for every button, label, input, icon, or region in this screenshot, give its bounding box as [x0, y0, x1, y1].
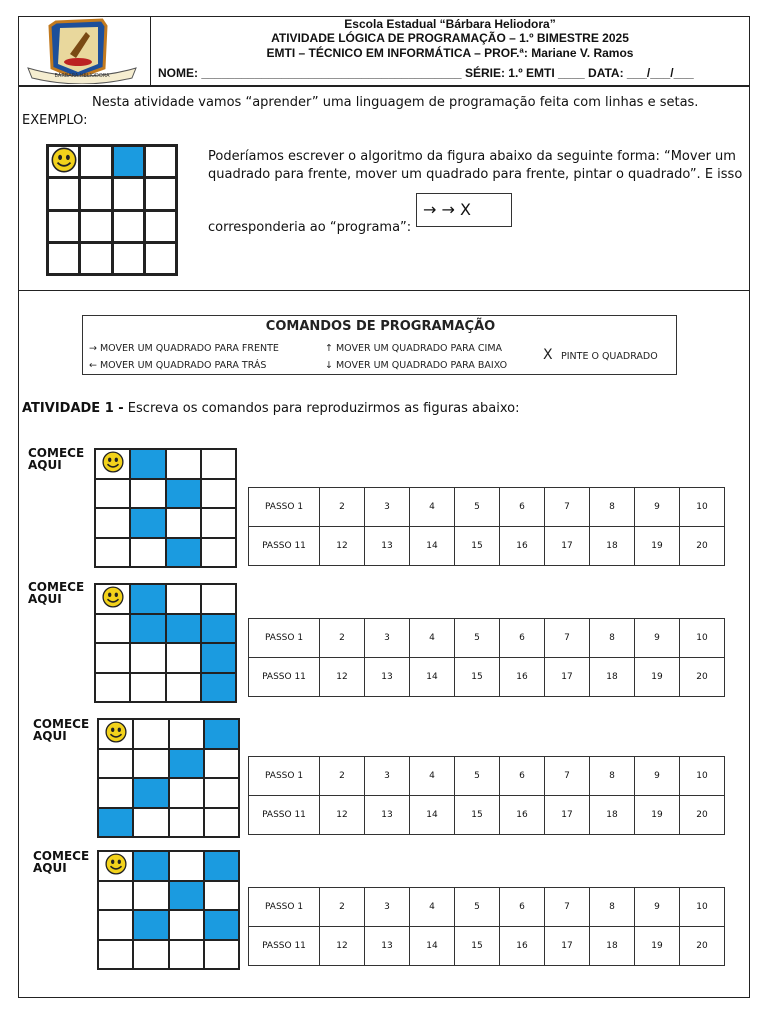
- grid-cell: [205, 779, 238, 807]
- grid-cell: [131, 480, 164, 508]
- grid-cell: [131, 539, 164, 567]
- grid-cell: [114, 179, 143, 208]
- step-cell[interactable]: 14: [410, 527, 455, 566]
- grid-cell-painted: [131, 509, 164, 537]
- smiley-start-icon: [105, 721, 127, 747]
- step-label-cell[interactable]: PASSO 1: [249, 488, 320, 527]
- step-cell[interactable]: 7: [545, 488, 590, 527]
- grid-cell-painted: [167, 539, 200, 567]
- step-cell[interactable]: 12: [320, 796, 365, 835]
- step-label-cell[interactable]: PASSO 11: [249, 796, 320, 835]
- grid-cell: [134, 720, 167, 748]
- grid-cell: [114, 244, 143, 273]
- steps-row: [249, 527, 725, 566]
- step-cell[interactable]: 4: [410, 488, 455, 527]
- grid-cell: [167, 509, 200, 537]
- grid-cell-painted: [205, 911, 238, 939]
- grid-cell: [49, 244, 78, 273]
- step-cell[interactable]: 16: [500, 927, 545, 966]
- smiley-start-icon: [51, 147, 77, 177]
- grid-cell: [96, 644, 129, 672]
- step-cell[interactable]: 10: [680, 619, 725, 658]
- step-cell[interactable]: 20: [680, 927, 725, 966]
- grid-cell: [96, 509, 129, 537]
- step-cell[interactable]: 18: [590, 796, 635, 835]
- grid-cell: [167, 585, 200, 613]
- grid-cell: [134, 750, 167, 778]
- step-cell[interactable]: 7: [545, 619, 590, 658]
- grid-cell: [170, 809, 203, 837]
- course-line: EMTI – TÉCNICO EM INFORMÁTICA – PROF.ª: Mariane V. Ramos: [266, 46, 634, 60]
- step-cell[interactable]: 5: [455, 488, 500, 527]
- steps-row: [249, 927, 725, 966]
- step-cell[interactable]: 12: [320, 658, 365, 697]
- step-cell[interactable]: 6: [500, 757, 545, 796]
- step-cell[interactable]: 4: [410, 888, 455, 927]
- step-label-cell[interactable]: PASSO 1: [249, 619, 320, 658]
- commands-legend: [82, 315, 677, 375]
- grid-cell: [170, 941, 203, 969]
- commands-title: COMANDOS DE PROGRAMAÇÃO: [265, 319, 496, 334]
- example-label: EXEMPLO:: [22, 113, 88, 128]
- puzzle-grid: [94, 448, 237, 568]
- grid-cell: [205, 809, 238, 837]
- step-cell[interactable]: 3: [365, 757, 410, 796]
- step-cell[interactable]: 16: [500, 796, 545, 835]
- smiley-start-icon: [102, 586, 124, 612]
- step-cell[interactable]: 20: [680, 527, 725, 566]
- step-cell[interactable]: 20: [680, 658, 725, 697]
- grid-cell: [134, 809, 167, 837]
- step-cell[interactable]: 3: [365, 619, 410, 658]
- steps-row: [249, 888, 725, 927]
- command-down: ↓ MOVER UM QUADRADO PARA BAIXO: [325, 360, 508, 371]
- puzzle-grid: [94, 583, 237, 703]
- start-here-label: COMECE AQUI: [28, 580, 85, 606]
- step-cell[interactable]: 10: [680, 488, 725, 527]
- activity1-instruction: [22, 399, 519, 418]
- step-label-cell[interactable]: PASSO 1: [249, 757, 320, 796]
- grid-cell: [167, 674, 200, 702]
- grid-cell: [96, 480, 129, 508]
- step-cell[interactable]: 2: [320, 888, 365, 927]
- grid-cell: [202, 585, 235, 613]
- command-forward: → MOVER UM QUADRADO PARA FRENTE: [89, 343, 279, 354]
- activity-title: ATIVIDADE LÓGICA DE PROGRAMAÇÃO – 1.º BIMESTRE 2025: [271, 31, 629, 45]
- command-paint-symbol: X: [543, 347, 553, 363]
- steps-row: [249, 488, 725, 527]
- grid-cell-painted: [167, 615, 200, 643]
- grid-cell: [96, 539, 129, 567]
- grid-cell-painted: [167, 480, 200, 508]
- step-label-cell[interactable]: PASSO 11: [249, 527, 320, 566]
- step-cell[interactable]: 9: [635, 619, 680, 658]
- steps-row: [249, 658, 725, 697]
- grid-cell: [81, 212, 110, 241]
- student-fields: NOME: _______________________________________ SÉRIE: 1.º EMTI ____ DATA: ___/___/___: [158, 66, 694, 80]
- example-description-1: Poderíamos escrever o algoritmo da figura abaixo da seguinte forma: “Mover um: [208, 149, 736, 164]
- step-cell[interactable]: 17: [545, 927, 590, 966]
- step-cell[interactable]: 17: [545, 527, 590, 566]
- command-back: ← MOVER UM QUADRADO PARA TRÁS: [89, 360, 267, 371]
- grid-cell: [96, 615, 129, 643]
- grid-cell: [131, 674, 164, 702]
- grid-cell-painted: [131, 615, 164, 643]
- step-cell[interactable]: 9: [635, 488, 680, 527]
- step-cell[interactable]: 3: [365, 488, 410, 527]
- puzzle-grid: [97, 850, 240, 970]
- smiley-start-icon: [105, 853, 127, 879]
- grid-cell: [49, 179, 78, 208]
- step-cell[interactable]: 14: [410, 796, 455, 835]
- grid-cell: [96, 585, 129, 613]
- grid-cell: [205, 941, 238, 969]
- step-cell[interactable]: 10: [680, 888, 725, 927]
- step-cell[interactable]: 14: [410, 658, 455, 697]
- grid-cell: [99, 911, 132, 939]
- grid-cell: [131, 644, 164, 672]
- step-cell[interactable]: 17: [545, 796, 590, 835]
- step-cell[interactable]: 14: [410, 927, 455, 966]
- example-program: → → X: [423, 200, 471, 219]
- command-up: ↑ MOVER UM QUADRADO PARA CIMA: [325, 343, 503, 354]
- step-cell[interactable]: 12: [320, 927, 365, 966]
- steps-row: [249, 757, 725, 796]
- activity1-label: ATIVIDADE 1 -: [22, 401, 124, 416]
- grid-cell-painted: [202, 674, 235, 702]
- step-cell[interactable]: 2: [320, 488, 365, 527]
- grid-cell-painted: [99, 809, 132, 837]
- grid-cell-painted: [170, 750, 203, 778]
- school-logo: [24, 18, 148, 84]
- step-cell[interactable]: 16: [500, 527, 545, 566]
- step-cell[interactable]: 5: [455, 757, 500, 796]
- grid-cell-painted: [202, 615, 235, 643]
- step-cell[interactable]: 12: [320, 527, 365, 566]
- step-cell[interactable]: 6: [500, 619, 545, 658]
- grid-cell: [99, 941, 132, 969]
- example-description-3: corresponderia ao “programa”:: [208, 220, 412, 235]
- step-cell[interactable]: 9: [635, 757, 680, 796]
- start-here-label: COMECE AQUI: [33, 717, 90, 743]
- grid-cell: [81, 244, 110, 273]
- grid-cell: [146, 212, 175, 241]
- step-cell[interactable]: 7: [545, 888, 590, 927]
- start-here-label: COMECE AQUI: [28, 446, 85, 472]
- example-grid: [46, 144, 178, 276]
- steps-row: [249, 619, 725, 658]
- grid-cell: [96, 674, 129, 702]
- grid-cell-painted: [134, 911, 167, 939]
- step-cell[interactable]: 6: [500, 488, 545, 527]
- grid-cell: [167, 450, 200, 478]
- steps-table: [248, 618, 725, 697]
- step-cell[interactable]: 7: [545, 757, 590, 796]
- step-cell[interactable]: 10: [680, 757, 725, 796]
- step-cell[interactable]: 18: [590, 527, 635, 566]
- step-cell[interactable]: 19: [635, 658, 680, 697]
- grid-cell: [99, 882, 132, 910]
- grid-cell: [202, 450, 235, 478]
- step-cell[interactable]: 6: [500, 888, 545, 927]
- grid-cell-painted: [131, 585, 164, 613]
- start-here-label: COMECE AQUI: [33, 849, 90, 875]
- step-cell[interactable]: 13: [365, 658, 410, 697]
- grid-cell: [170, 720, 203, 748]
- steps-row: [249, 796, 725, 835]
- example-description-2: quadrado para frente, mover um quadrado para frente, pintar o quadrado”. E isso: [208, 167, 743, 182]
- grid-cell: [205, 882, 238, 910]
- intro-text: Nesta atividade vamos “aprender” uma linguagem de programação feita com linhas e setas.: [92, 95, 699, 110]
- grid-cell: [170, 911, 203, 939]
- steps-table: [248, 487, 725, 566]
- step-cell[interactable]: 13: [365, 796, 410, 835]
- step-cell[interactable]: 2: [320, 757, 365, 796]
- grid-cell: [99, 779, 132, 807]
- grid-cell: [202, 509, 235, 537]
- step-cell[interactable]: 8: [590, 619, 635, 658]
- grid-cell-painted: [131, 450, 164, 478]
- step-cell[interactable]: 19: [635, 796, 680, 835]
- grid-cell: [134, 941, 167, 969]
- steps-table: [248, 756, 725, 835]
- step-cell[interactable]: 19: [635, 527, 680, 566]
- step-cell[interactable]: 8: [590, 888, 635, 927]
- grid-cell: [99, 750, 132, 778]
- step-cell[interactable]: 15: [455, 527, 500, 566]
- grid-cell: [49, 212, 78, 241]
- grid-cell: [99, 852, 132, 880]
- step-cell[interactable]: 13: [365, 527, 410, 566]
- activity1-text: Escreva os comandos para reproduzirmos as figuras abaixo:: [123, 401, 520, 416]
- step-cell[interactable]: 15: [455, 796, 500, 835]
- step-cell[interactable]: 4: [410, 619, 455, 658]
- grid-cell-painted: [205, 720, 238, 748]
- grid-cell: [114, 212, 143, 241]
- grid-cell: [99, 720, 132, 748]
- step-cell[interactable]: 20: [680, 796, 725, 835]
- example-program-box: [416, 193, 512, 227]
- grid-cell: [202, 539, 235, 567]
- step-cell[interactable]: 4: [410, 757, 455, 796]
- grid-cell: [81, 147, 110, 176]
- step-cell[interactable]: 19: [635, 927, 680, 966]
- grid-cell: [81, 179, 110, 208]
- grid-cell: [49, 147, 78, 176]
- step-cell[interactable]: 5: [455, 888, 500, 927]
- grid-cell: [202, 480, 235, 508]
- step-cell[interactable]: 13: [365, 927, 410, 966]
- svg-text:BÁRBARA HELIODORA: BÁRBARA HELIODORA: [54, 73, 110, 79]
- step-label-cell[interactable]: PASSO 1: [249, 888, 320, 927]
- grid-cell-painted: [170, 882, 203, 910]
- grid-cell-painted: [134, 779, 167, 807]
- puzzle-grid: [97, 718, 240, 838]
- grid-cell: [134, 882, 167, 910]
- step-cell[interactable]: 9: [635, 888, 680, 927]
- command-paint-label: PINTE O QUADRADO: [561, 351, 658, 362]
- step-cell[interactable]: 8: [590, 488, 635, 527]
- step-cell[interactable]: 15: [455, 658, 500, 697]
- step-cell[interactable]: 15: [455, 927, 500, 966]
- step-label-cell[interactable]: PASSO 11: [249, 658, 320, 697]
- grid-cell: [96, 450, 129, 478]
- grid-cell-painted: [134, 852, 167, 880]
- grid-cell-painted: [202, 644, 235, 672]
- grid-cell-painted: [205, 852, 238, 880]
- grid-cell: [205, 750, 238, 778]
- smiley-start-icon: [102, 451, 124, 477]
- grid-cell: [146, 244, 175, 273]
- step-label-cell[interactable]: PASSO 11: [249, 927, 320, 966]
- grid-cell: [170, 852, 203, 880]
- grid-cell: [146, 147, 175, 176]
- step-cell[interactable]: 2: [320, 619, 365, 658]
- step-cell[interactable]: 18: [590, 927, 635, 966]
- steps-table: [248, 887, 725, 966]
- step-cell[interactable]: 8: [590, 757, 635, 796]
- step-cell[interactable]: 17: [545, 658, 590, 697]
- step-cell[interactable]: 3: [365, 888, 410, 927]
- grid-cell: [170, 779, 203, 807]
- grid-cell: [146, 179, 175, 208]
- school-name: Escola Estadual “Bárbara Heliodora”: [344, 17, 556, 31]
- grid-cell-painted: [114, 147, 143, 176]
- step-cell[interactable]: 18: [590, 658, 635, 697]
- grid-cell: [167, 644, 200, 672]
- step-cell[interactable]: 5: [455, 619, 500, 658]
- step-cell[interactable]: 16: [500, 658, 545, 697]
